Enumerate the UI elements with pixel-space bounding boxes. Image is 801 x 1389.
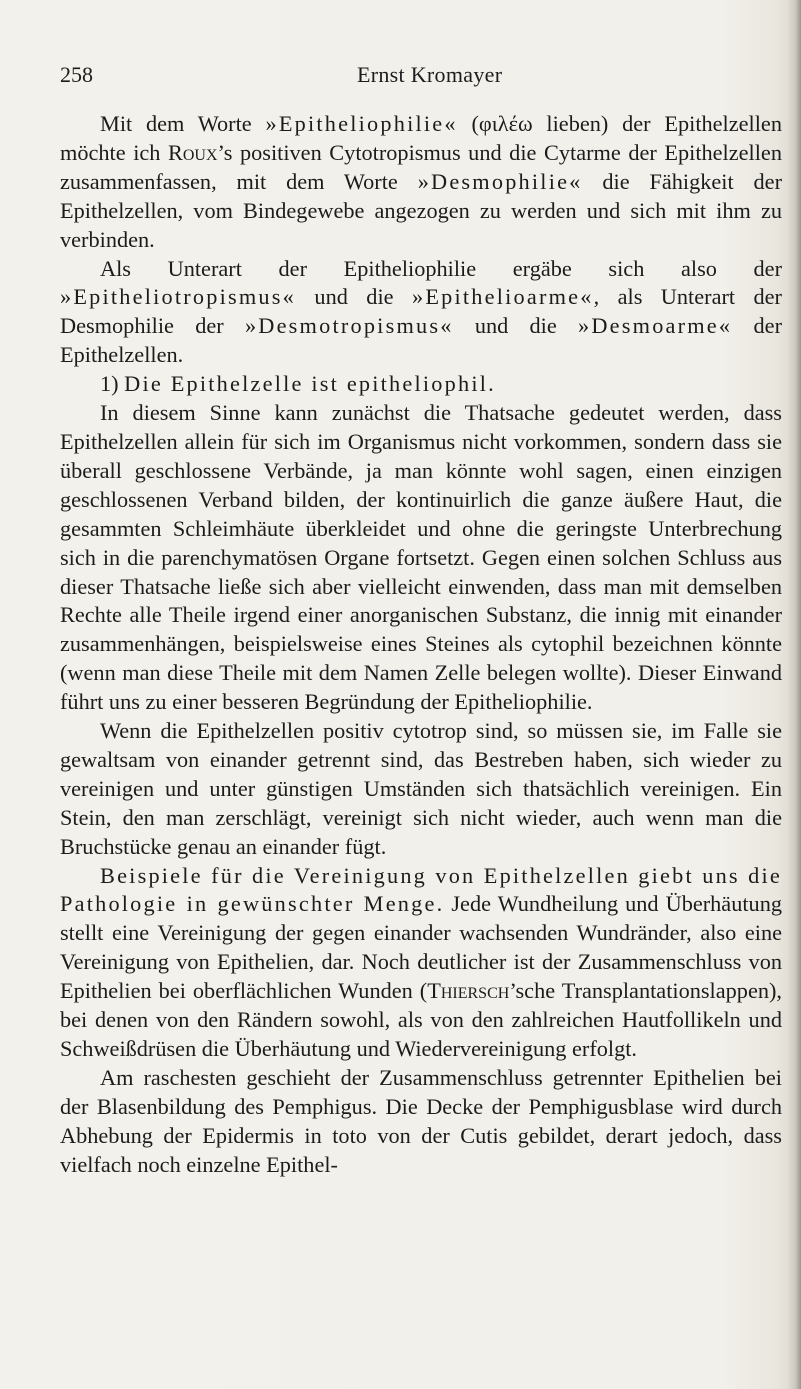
text-run: und die: [453, 313, 579, 339]
text-run: Mit dem Worte: [100, 111, 266, 136]
text-run: ’sche Transplantationslappen), bei denen von den Rändern sowohl, als von den zahlreichen Hautfollikeln und Schweißdrüsen die Überhäutung und Wiedervereinigung erfolgt.: [60, 978, 782, 1061]
text-run: ’s positiven Cytotropismus und die Cytarme der Epithelzellen zusammenfassen, mit dem Worte: [60, 139, 782, 194]
text-run: die Fähigkeit der Epithelzellen, vom Bindegewebe angezogen zu werden und sich mit ihm zu verbinden.: [60, 168, 783, 252]
spaced-emphasis: »Epitheliophilie«: [265, 111, 458, 136]
paragraph: [60, 862, 782, 1064]
small-caps-name: Roux: [168, 139, 218, 165]
paragraph: [60, 1064, 782, 1180]
text-run: Wenn die Epithelzellen positiv cytotrop sind, so müssen sie, im Falle sie gewaltsam von einander getrennt sind, das Bestreben haben, sich wieder zu vereinigen und unter günstigen Umständen sich thatsächlich vereinigen. Ein Stein, den man zerschlägt, vereinigt sich nicht wieder, auch wenn man die Bruchstücke genau an einander fügt.: [60, 718, 782, 859]
text-run: , als Unterart der Desmophilie der: [60, 284, 782, 339]
running-head: [60, 62, 790, 92]
text-run: In diesem Sinne kann zunächst die Thatsache gedeutet werden, dass Epithelzellen allein für sich im Organismus nicht vorkommen, sondern dass sie überall geschlossene Verbände, ja man könnte wohl sagen, einen einzigen geschlossenen Verband bilden, der kontinuirlich die ganze äußere Haut, die gesammten Schleimhäute überkleidet und ohne die geringste Unterbrechung sich in die parenchymatösen Organe fortsetzt. Gegen einen solchen Schluss aus dieser Thatsache ließe sich aber vielleicht einwenden, dass man mit demselben Rechte alle Theile irgend einer anorganischen Substanz, die innig mit einander zusammenhängen, beispielsweise eines Steines als cytophil bezeichnen könnte (wenn man diese Theile mit dem Namen Zelle belegen wollte). Dieser Einwand führt uns zu einer besseren Begründung der Epitheliophilie.: [60, 400, 782, 715]
spaced-emphasis: Die Epithelzelle ist epitheliophil.: [124, 371, 496, 397]
spaced-emphasis: »Epithelioarme«: [411, 284, 594, 310]
running-title: Ernst Kromayer: [357, 62, 503, 87]
text-run: Am raschesten geschieht der Zusammenschluss getrennter Epithelien bei der Blasenbildung des Pemphigus. Die Decke der Pemphigusblase wird durch Abhebung der Epidermis in toto von der Cutis gebildet, derart jedoch, dass vielfach noch einzelne Epithel-: [60, 1064, 782, 1177]
spaced-emphasis: »Desmoarme«: [578, 313, 733, 339]
spaced-emphasis: »Epitheliotropismus«: [60, 284, 296, 310]
text-run: (φιλέω lieben) der Epithelzellen möchte ich: [60, 111, 782, 165]
page-edge-shadow: [787, 0, 801, 1389]
paragraph: [60, 399, 782, 717]
text-run: der Epithelzellen.: [60, 313, 782, 368]
paragraph: [60, 255, 782, 371]
spaced-emphasis: »Desmotropismus«: [244, 313, 454, 339]
paragraph: [60, 110, 782, 255]
spaced-emphasis: »Desmophilie«: [417, 168, 583, 194]
body-text: [60, 110, 782, 1180]
spaced-emphasis: Beispiele für die Vereinigung von Epithelzellen giebt uns die Pathologie in gewünschter Menge.: [60, 862, 782, 917]
small-caps-name: Thiersch: [427, 978, 510, 1004]
text-run: Jede Wundheilung und Überhäutung stellt eine Vereinigung der gegen einander wachsenden Wundränder, also eine Vereinigung von Epithelien, dar. Noch deutlicher ist der Zusammenschluss von Epithelien bei oberflächlichen Wunden (: [60, 891, 782, 1004]
text-run: und die: [296, 284, 412, 310]
paragraph: [60, 717, 782, 862]
text-run: Als Unterart der Epitheliophilie ergäbe sich also der: [100, 255, 782, 281]
paragraph: [60, 370, 782, 399]
page-number: 258: [60, 62, 93, 87]
text-run: 1): [100, 371, 125, 397]
